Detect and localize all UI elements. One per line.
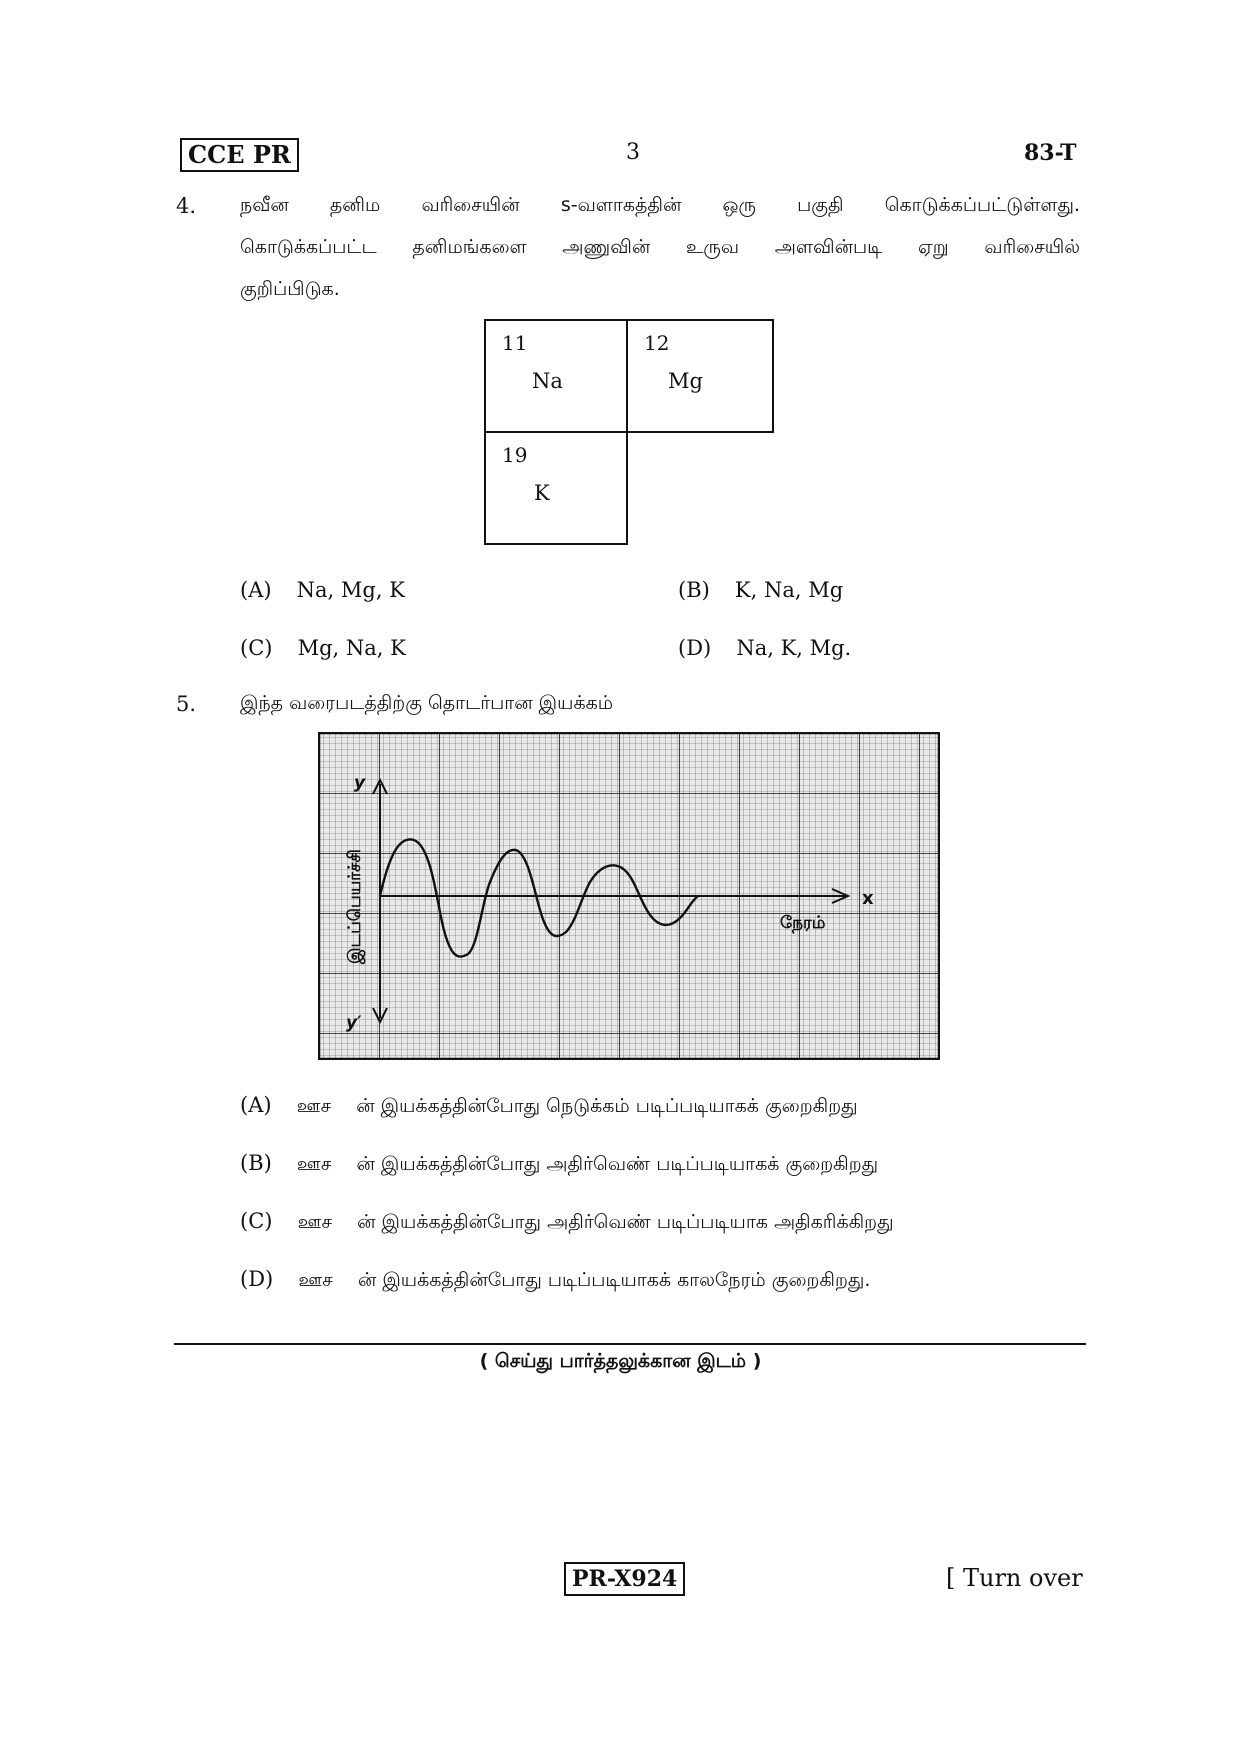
q4-line-1: நவீன தனிம வரிசையின் s-வளாகத்தின் ஒரு பகுதி கொடுக்கப்பட்டுள்ளது. bbox=[240, 194, 1081, 216]
option-text: ன் இயக்கத்தின்போது நெடுக்கம் படிப்படியாகக் குறைகிறது bbox=[356, 1095, 858, 1117]
element-symbol: K bbox=[534, 481, 550, 505]
q5-option-d[interactable] bbox=[240, 1267, 870, 1294]
option-label: (D) bbox=[240, 1267, 274, 1291]
paper-series-label: CCE PR bbox=[188, 140, 291, 169]
option-text: K, Na, Mg bbox=[734, 578, 844, 602]
y-axis-top-label: y bbox=[354, 773, 366, 793]
option-label: (A) bbox=[240, 578, 272, 602]
paper-id: PR-X924 bbox=[572, 1566, 678, 1592]
q4-option-b[interactable] bbox=[678, 578, 843, 602]
x-axis-end-label: x bbox=[862, 888, 874, 909]
x-axis-label: நேரம் bbox=[780, 913, 826, 933]
element-cell-na bbox=[484, 319, 628, 433]
option-label: (C) bbox=[240, 636, 273, 660]
y-axis-label: இடப்பெயர்ச்சி bbox=[345, 849, 365, 964]
paper-id-box bbox=[564, 1562, 685, 1596]
q5-option-c[interactable] bbox=[240, 1209, 894, 1236]
q4-question-text bbox=[240, 184, 1080, 310]
q5-option-a[interactable] bbox=[240, 1093, 858, 1120]
option-text: Mg, Na, K bbox=[297, 636, 406, 660]
atomic-number: 19 bbox=[502, 443, 528, 467]
element-cell-mg bbox=[626, 319, 774, 433]
option-prefix: ஊச bbox=[296, 1153, 332, 1175]
option-text: ன் இயக்கத்தின்போது அதிர்வெண் படிப்படியாக அதிகரிக்கிறது bbox=[357, 1211, 894, 1233]
element-cell-k bbox=[484, 431, 628, 545]
q4-line-2: கொடுக்கப்பட்ட தனிமங்களை அணுவின் உருவ அளவின்படி ஏறு வரிசையில் bbox=[240, 236, 1081, 258]
turn-over-label: [ Turn over bbox=[946, 1564, 1083, 1592]
option-text: ன் இயக்கத்தின்போது படிப்படியாகக் காலநேரம் குறைகிறது. bbox=[357, 1269, 871, 1291]
q4-number: 4. bbox=[176, 194, 197, 218]
option-prefix: ஊச bbox=[297, 1211, 332, 1233]
q5-number: 5. bbox=[176, 692, 197, 716]
option-text: Na, K, Mg. bbox=[736, 636, 852, 660]
page-number: 3 bbox=[626, 140, 640, 165]
element-symbol: Na bbox=[532, 369, 563, 393]
option-prefix: ஊச bbox=[298, 1269, 333, 1291]
option-prefix: ஊச bbox=[296, 1095, 332, 1117]
rough-work-divider bbox=[174, 1343, 1086, 1345]
q4-line-3: குறிப்பிடுக. bbox=[240, 278, 340, 300]
option-label: (A) bbox=[240, 1093, 272, 1117]
q5-question-text: இந்த வரைபடத்திற்கு தொடர்பான இயக்கம் bbox=[240, 692, 614, 714]
paper-series-box bbox=[180, 138, 299, 172]
rough-work-label: ( செய்து பார்த்தலுக்கான இடம் ) bbox=[479, 1350, 762, 1372]
option-label: (C) bbox=[240, 1209, 273, 1233]
damped-oscillation-graph bbox=[318, 732, 940, 1060]
option-label: (D) bbox=[678, 636, 712, 660]
option-text: Na, Mg, K bbox=[296, 578, 405, 602]
option-text: ன் இயக்கத்தின்போது அதிர்வெண் படிப்படியாகக் குறைகிறது bbox=[356, 1153, 879, 1175]
q4-option-d[interactable] bbox=[678, 636, 851, 660]
q4-option-a[interactable] bbox=[240, 578, 405, 602]
option-label: (B) bbox=[678, 578, 710, 602]
option-label: (B) bbox=[240, 1151, 272, 1175]
paper-code: 83-T bbox=[1024, 140, 1077, 166]
element-symbol: Mg bbox=[668, 369, 703, 393]
y-axis-bottom-label: y′ bbox=[346, 1013, 362, 1033]
q4-option-c[interactable] bbox=[240, 636, 406, 660]
atomic-number: 12 bbox=[644, 331, 670, 355]
atomic-number: 11 bbox=[502, 331, 528, 355]
q5-option-b[interactable] bbox=[240, 1151, 878, 1178]
